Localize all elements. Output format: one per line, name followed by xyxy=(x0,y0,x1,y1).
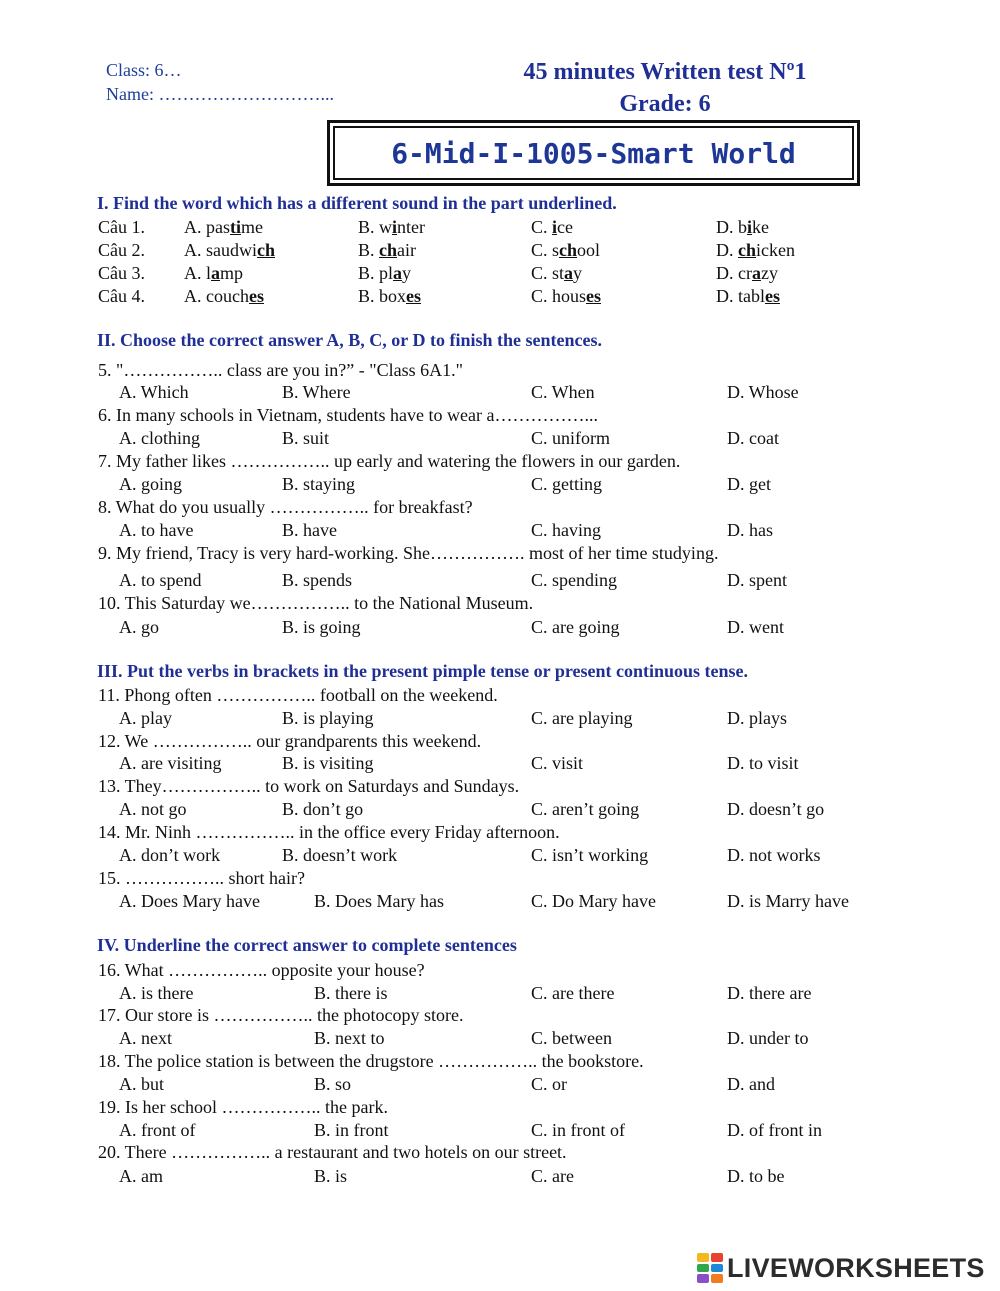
option-text: C. hous xyxy=(531,286,587,306)
section3-heading: III. Put the verbs in brackets in the present pimple tense or present continuous tense. xyxy=(97,661,749,681)
option-text: A. saudwi xyxy=(184,240,257,260)
option-text: A. pas xyxy=(184,217,230,237)
answer-option-c[interactable]: C. spending xyxy=(531,570,618,590)
answer-option-d[interactable]: D. to be xyxy=(727,1166,785,1186)
underlined-part: a xyxy=(393,263,403,283)
question-row xyxy=(0,1140,1000,1164)
underlined-part: a xyxy=(211,263,220,283)
question-row xyxy=(0,541,1000,565)
liveworksheets-logo-icon xyxy=(697,1253,723,1283)
option-text: C. st xyxy=(531,263,565,283)
section4-heading: IV. Underline the correct answer to complete sentences xyxy=(97,935,517,955)
question-row xyxy=(0,683,1000,707)
answer-option[interactable] xyxy=(184,284,264,308)
question-text: 13. They…………….. to work on Saturdays and Sundays. xyxy=(98,776,520,796)
answer-option-c[interactable]: C. are going xyxy=(531,617,620,637)
question-text: 7. My father likes …………….. up early and watering the flowers in our garden. xyxy=(98,451,681,471)
answer-option-d[interactable]: D. there are xyxy=(727,983,812,1003)
option-text: mp xyxy=(220,263,244,283)
logo-square xyxy=(697,1253,709,1262)
answer-option-a[interactable]: A. am xyxy=(119,1166,163,1186)
option-text: A. l xyxy=(184,263,211,283)
answer-option-b[interactable]: B. so xyxy=(314,1074,352,1094)
answer-option-d[interactable]: D. not works xyxy=(727,845,821,865)
answer-option-b[interactable]: B. staying xyxy=(282,474,356,494)
option-text: air xyxy=(397,240,416,260)
logo-square xyxy=(711,1274,723,1283)
answer-option-c[interactable]: C. visit xyxy=(531,753,584,773)
question-text: 16. What …………….. opposite your house? xyxy=(98,960,425,980)
option-text: nter xyxy=(397,217,426,237)
answer-option-a[interactable]: A. front of xyxy=(119,1120,196,1140)
answer-option-c[interactable]: C. Do Mary have xyxy=(531,891,656,911)
answer-option-d[interactable]: D. under to xyxy=(727,1028,809,1048)
answer-option-c[interactable]: C. aren’t going xyxy=(531,799,640,819)
answer-options-row xyxy=(0,981,1000,1005)
test-header xyxy=(440,56,890,120)
answer-option[interactable] xyxy=(716,238,795,262)
underlined-part: ti xyxy=(230,217,241,237)
answer-option[interactable] xyxy=(716,215,769,239)
answer-option-d[interactable]: D. and xyxy=(727,1074,775,1094)
logo-square xyxy=(697,1264,709,1273)
answer-option-b[interactable]: B. Where xyxy=(282,382,351,402)
option-text: A. couch xyxy=(184,286,249,306)
answer-option-c[interactable]: C. are xyxy=(531,1166,574,1186)
option-text: C. xyxy=(531,217,553,237)
answer-options-row xyxy=(0,615,1000,639)
underlined-part: es xyxy=(765,286,780,306)
question-row xyxy=(0,449,1000,473)
question-row xyxy=(0,358,1000,382)
answer-option-d[interactable]: D. to visit xyxy=(727,753,799,773)
question-number: Câu 3. xyxy=(98,263,145,283)
answer-option-b[interactable]: B. is visiting xyxy=(282,753,374,773)
answer-option-d[interactable]: D. Whose xyxy=(727,382,799,402)
class-label: Class: 6… xyxy=(106,60,182,80)
question-text: 5. "…………….. class are you in?” - "Class 6A1." xyxy=(98,360,463,380)
question-row xyxy=(0,238,1000,262)
answer-options-row xyxy=(0,426,1000,450)
answer-option-b[interactable]: B. in front xyxy=(314,1120,389,1140)
answer-option-a[interactable]: A. next xyxy=(119,1028,172,1048)
underlined-part: ch xyxy=(738,240,756,260)
underlined-part: es xyxy=(406,286,422,306)
option-text: D. xyxy=(716,240,738,260)
answer-option-b[interactable]: B. doesn’t work xyxy=(282,845,398,865)
answer-option-b[interactable]: B. don’t go xyxy=(282,799,364,819)
option-text: D. b xyxy=(716,217,747,237)
option-text: ce xyxy=(557,217,574,237)
answer-options-row xyxy=(0,889,1000,913)
answer-option-c[interactable]: C. between xyxy=(531,1028,612,1048)
option-text: D. cr xyxy=(716,263,752,283)
answer-option[interactable] xyxy=(531,238,600,262)
answer-options-row xyxy=(0,1118,1000,1142)
question-row xyxy=(0,729,1000,753)
answer-option-c[interactable]: C. having xyxy=(531,520,601,540)
answer-option-b[interactable]: B. have xyxy=(282,520,337,540)
question-row xyxy=(0,1003,1000,1027)
underlined-part: i xyxy=(747,217,753,237)
answer-option-a[interactable]: A. are visiting xyxy=(119,753,222,773)
question-row xyxy=(0,591,1000,615)
section-1-heading: I. Find the word which has a different sound in the part underlined. xyxy=(97,193,617,213)
answer-option[interactable] xyxy=(716,284,780,308)
answer-option-a[interactable]: A. going xyxy=(119,474,182,494)
question-row xyxy=(0,215,1000,239)
answer-option-d[interactable]: D. spent xyxy=(727,570,787,590)
worksheet-code: 6-Mid-I-1005-Smart World xyxy=(333,126,854,180)
answer-option-b[interactable]: B. is playing xyxy=(282,708,374,728)
answer-options-row xyxy=(0,380,1000,404)
liveworksheets-logo xyxy=(697,1252,985,1284)
question-number: Câu 4. xyxy=(98,286,145,306)
answer-option-d[interactable]: D. get xyxy=(727,474,771,494)
name-label: Name: ………………………... xyxy=(106,84,334,104)
option-text: me xyxy=(241,217,263,237)
answer-option[interactable] xyxy=(531,261,582,285)
answer-option[interactable] xyxy=(358,238,416,262)
question-text: 18. The police station is between the drugstore …………….. the bookstore. xyxy=(98,1051,644,1071)
answer-option-b[interactable]: B. Does Mary has xyxy=(314,891,444,911)
question-text: 12. We …………….. our grandparents this weekend. xyxy=(98,731,482,751)
section2-heading: II. Choose the correct answer A, B, C, or D to finish the sentences. xyxy=(97,330,602,350)
answer-option-d[interactable]: D. of front in xyxy=(727,1120,822,1140)
question-row xyxy=(0,403,1000,427)
answer-option-b[interactable]: B. is going xyxy=(282,617,361,637)
option-text: y xyxy=(402,263,412,283)
question-text: 8. What do you usually …………….. for breakfast? xyxy=(98,497,473,517)
answer-option-d[interactable]: D. went xyxy=(727,617,784,637)
answer-option-d[interactable]: D. coat xyxy=(727,428,779,448)
answer-option[interactable] xyxy=(358,284,421,308)
liveworksheets-brand: LIVEWORKSHEETS xyxy=(727,1252,985,1283)
logo-square xyxy=(711,1264,723,1273)
option-text: ool xyxy=(577,240,601,260)
answer-option-a[interactable]: A. clothing xyxy=(119,428,200,448)
question-text: 17. Our store is …………….. the photocopy store. xyxy=(98,1005,464,1025)
question-text: 6. In many schools in Vietnam, students have to wear a……………... xyxy=(98,405,599,425)
logo-square xyxy=(697,1274,709,1283)
underlined-part: ch xyxy=(379,240,398,260)
answer-options-row xyxy=(0,568,1000,592)
student-info xyxy=(106,58,334,106)
option-text: icken xyxy=(756,240,795,260)
answer-option[interactable] xyxy=(184,238,275,262)
option-text: zy xyxy=(760,263,778,283)
question-row xyxy=(0,774,1000,798)
option-text: B. box xyxy=(358,286,407,306)
answer-option-c[interactable]: C. in front of xyxy=(531,1120,625,1140)
answer-option-a[interactable]: A. to spend xyxy=(119,570,202,590)
underlined-part: ch xyxy=(559,240,578,260)
answer-option-b[interactable]: B. is xyxy=(314,1166,348,1186)
underlined-part: a xyxy=(751,263,761,283)
option-text: C. s xyxy=(531,240,560,260)
test-title: 45 minutes Written test Nº1 xyxy=(523,59,807,85)
answer-options-row xyxy=(0,751,1000,775)
underlined-part: es xyxy=(248,286,264,306)
worksheet-code-box xyxy=(327,120,860,186)
answer-options-row xyxy=(0,843,1000,867)
answer-option-d[interactable]: D. plays xyxy=(727,708,787,728)
answer-option[interactable] xyxy=(716,261,778,285)
answer-option-c[interactable]: C. or xyxy=(531,1074,567,1094)
question-text: 14. Mr. Ninh …………….. in the office every Friday afternoon. xyxy=(98,822,560,842)
question-text: 10. This Saturday we…………….. to the National Museum. xyxy=(98,593,534,613)
answer-option-a[interactable]: A. play xyxy=(119,708,172,728)
question-row xyxy=(0,958,1000,982)
question-text: 9. My friend, Tracy is very hard-working. She……………. most of her time studying. xyxy=(98,543,719,563)
answer-options-row xyxy=(0,518,1000,542)
option-text: B. w xyxy=(358,217,393,237)
answer-option-c[interactable]: C. getting xyxy=(531,474,602,494)
option-text: B. xyxy=(358,240,380,260)
answer-option-b[interactable]: B. suit xyxy=(282,428,330,448)
answer-option[interactable] xyxy=(184,215,263,239)
underlined-part: i xyxy=(392,217,398,237)
answer-option-a[interactable]: A. Does Mary have xyxy=(119,891,260,911)
answer-option-d[interactable]: D. doesn’t go xyxy=(727,799,825,819)
answer-options-row xyxy=(0,706,1000,730)
answer-option-c[interactable]: C. uniform xyxy=(531,428,610,448)
answer-option-b[interactable]: B. next to xyxy=(314,1028,385,1048)
answer-option-d[interactable]: D. has xyxy=(727,520,773,540)
question-row xyxy=(0,261,1000,285)
answer-option-c[interactable]: C. are there xyxy=(531,983,615,1003)
question-row xyxy=(0,866,1000,890)
answer-option-a[interactable]: A. is there xyxy=(119,983,194,1003)
question-text: 11. Phong often …………….. football on the weekend. xyxy=(98,685,498,705)
question-number: Câu 2. xyxy=(98,240,145,260)
answer-options-row xyxy=(0,1026,1000,1050)
answer-option[interactable] xyxy=(531,284,601,308)
underlined-part: es xyxy=(586,286,602,306)
answer-option-a[interactable]: A. but xyxy=(119,1074,164,1094)
question-text: 20. There …………….. a restaurant and two hotels on our street. xyxy=(98,1142,567,1162)
underlined-part: i xyxy=(552,217,558,237)
answer-option-c[interactable]: C. When xyxy=(531,382,595,402)
logo-square xyxy=(711,1253,723,1262)
question-row xyxy=(0,1049,1000,1073)
option-text: D. tabl xyxy=(716,286,765,306)
answer-option-a[interactable]: A. go xyxy=(119,617,159,637)
answer-option-a[interactable]: A. to have xyxy=(119,520,194,540)
answer-option-b[interactable]: B. spends xyxy=(282,570,353,590)
underlined-part: ch xyxy=(257,240,275,260)
question-row xyxy=(0,495,1000,519)
answer-option[interactable] xyxy=(531,215,573,239)
underlined-part: a xyxy=(564,263,574,283)
option-text: B. pl xyxy=(358,263,394,283)
answer-options-row xyxy=(0,797,1000,821)
answer-option-c[interactable]: C. are playing xyxy=(531,708,633,728)
option-text: y xyxy=(573,263,583,283)
question-row xyxy=(0,1095,1000,1119)
grade-label: Grade: 6 xyxy=(619,91,711,117)
answer-option-a[interactable]: A. not go xyxy=(119,799,187,819)
answer-option-a[interactable]: A. don’t work xyxy=(119,845,221,865)
answer-option-a[interactable]: A. Which xyxy=(119,382,189,402)
answer-option[interactable] xyxy=(184,261,243,285)
question-number: Câu 1. xyxy=(98,217,145,237)
answer-option-b[interactable]: B. there is xyxy=(314,983,388,1003)
answer-option-c[interactable]: C. isn’t working xyxy=(531,845,649,865)
answer-options-row xyxy=(0,1164,1000,1188)
option-text: ke xyxy=(752,217,770,237)
answer-option[interactable] xyxy=(358,215,425,239)
question-row xyxy=(0,820,1000,844)
answer-options-row xyxy=(0,1072,1000,1096)
question-text: 15. …………….. short hair? xyxy=(98,868,305,888)
answer-option[interactable] xyxy=(358,261,411,285)
answer-options-row xyxy=(0,472,1000,496)
answer-option-d[interactable]: D. is Marry have xyxy=(727,891,849,911)
question-text: 19. Is her school …………….. the park. xyxy=(98,1097,388,1117)
question-row xyxy=(0,284,1000,308)
